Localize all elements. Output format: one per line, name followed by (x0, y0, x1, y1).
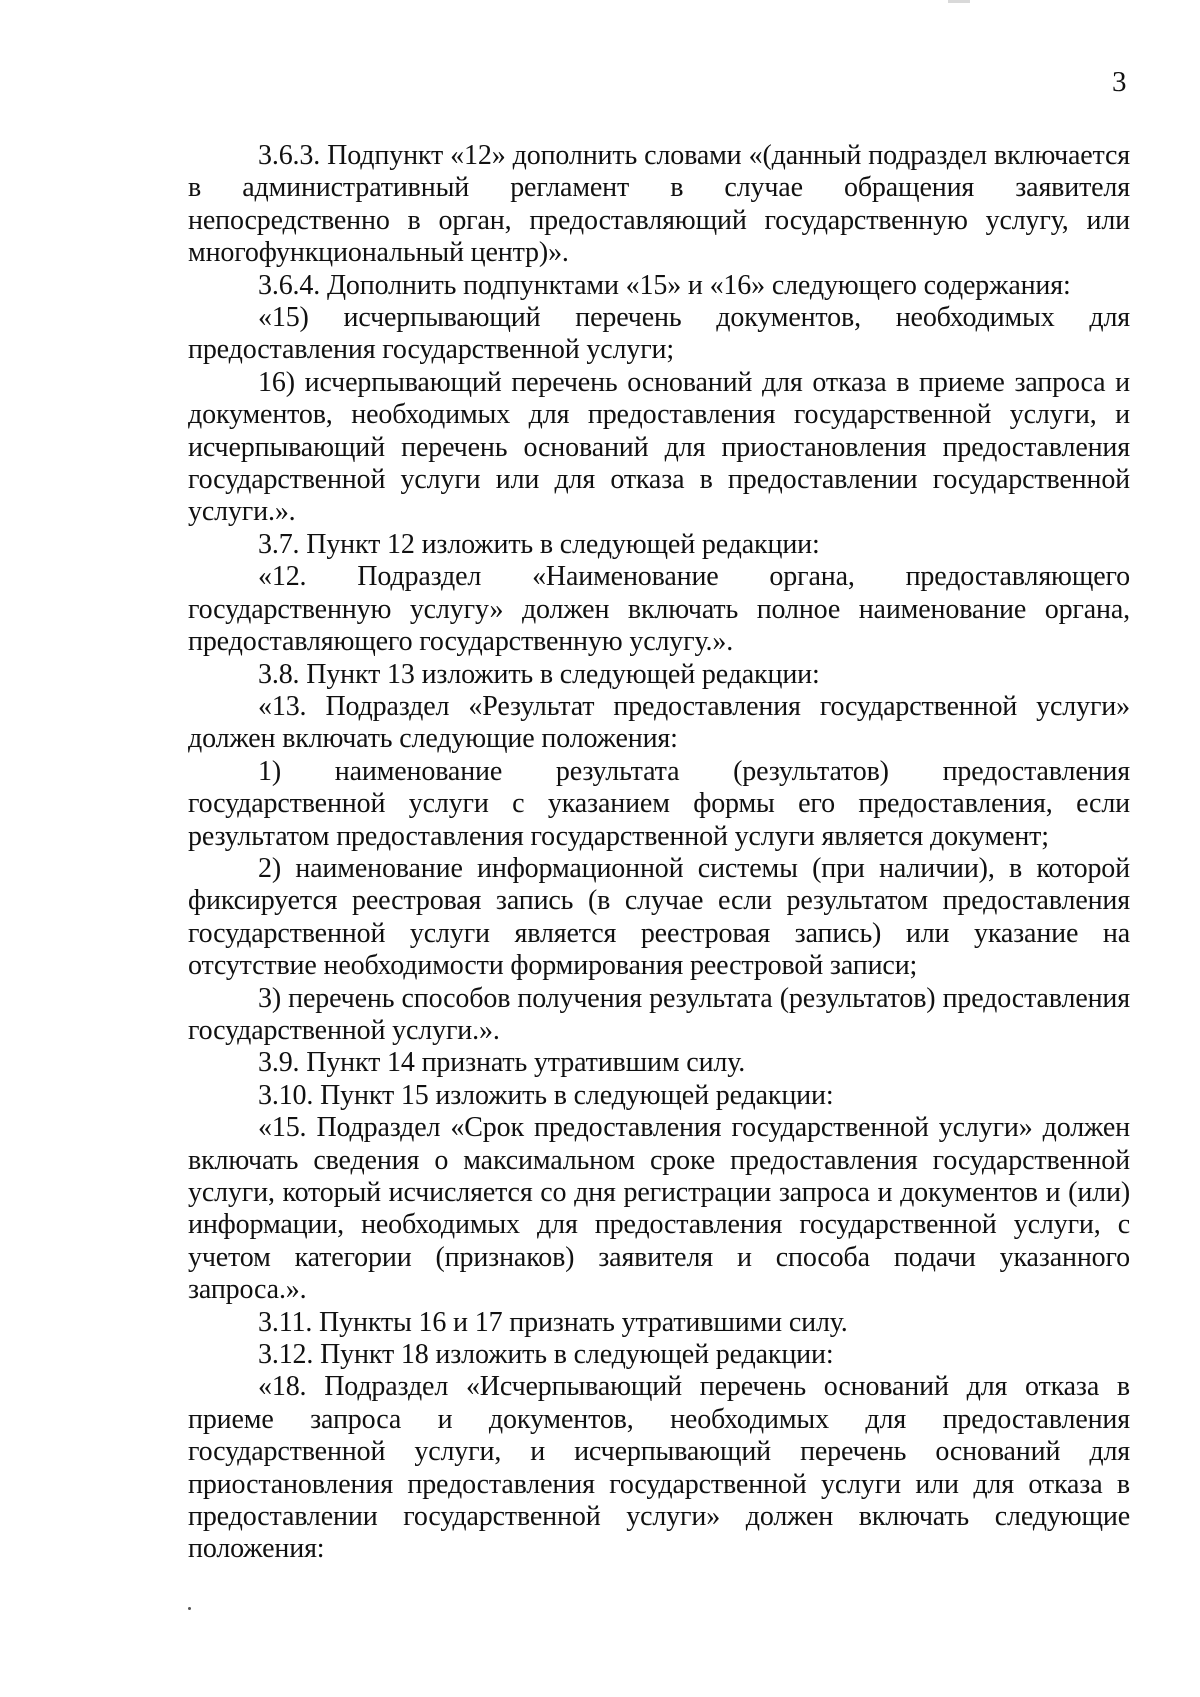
paragraph-item-18: «18. Подраздел «Исчерпывающий перечень оснований для отказа в приеме запроса и документов, необходимых для предоставления государственной услуги, и исчерпывающий перечень оснований для приостановления предоставления государственной услуги или для отказа в предоставлении государственной услуги» должен включать следующие положения: (188, 1371, 1130, 1565)
paragraph-3-6-4: 3.6.4. Дополнить подпунктами «15» и «16» следующего содержания: (258, 269, 1071, 301)
scan-artifact-dot (188, 1607, 191, 1610)
paragraph-subitem-16: 16) исчерпывающий перечень оснований для отказа в приеме запроса и документов, необходимых для предоставления государственной услуги, и исчерпывающий перечень оснований для приостановления предоставления государственной услуги или для отказа в предоставлении государственной услуги.». (188, 366, 1130, 528)
paragraph-3-7: 3.7. Пункт 12 изложить в следующей редакции: (258, 528, 820, 560)
document-body (188, 140, 1130, 1566)
paragraph-item-13-1: 1) наименование результата (результатов) предоставления государственной услуги с указанием формы его предоставления, если результатом предоставления государственной услуги является документ; (188, 755, 1130, 852)
paragraph-subitem-15: «15) исчерпывающий перечень документов, необходимых для предоставления государственной услуги; (188, 302, 1130, 366)
page-number: 3 (1112, 66, 1127, 98)
paragraph-item-13-3: 3) перечень способов получения результата (результатов) предоставления государственной услуги.». (188, 982, 1130, 1046)
paragraph-3-10: 3.10. Пункт 15 изложить в следующей редакции: (258, 1079, 834, 1111)
paragraph-3-12: 3.12. Пункт 18 изложить в следующей редакции: (258, 1339, 834, 1371)
paragraph-3-8: 3.8. Пункт 13 изложить в следующей редакции: (258, 658, 820, 690)
paragraph-item-15: «15. Подраздел «Срок предоставления государственной услуги» должен включать сведения о максимальном сроке предоставления государственной услуги, который исчисляется со дня регистрации запроса и документов и (или) информации, необходимых для предоставления государственной услуги, с учетом категории (признаков) заявителя и способа подачи указанного запроса.». (188, 1112, 1130, 1306)
paragraph-3-11: 3.11. Пункты 16 и 17 признать утратившими силу. (258, 1306, 848, 1338)
paragraph-3-6-3: 3.6.3. Подпункт «12» дополнить словами «(данный подраздел включается в административный регламент в случае обращения заявителя непосредственно в орган, предоставляющий государственную услугу, или многофункциональный центр)». (188, 140, 1130, 269)
paragraph-item-13-2: 2) наименование информационной системы (при наличии), в которой фиксируется реестровая запись (в случае если результатом предоставления государственной услуги является реестровая запись) или указание на отсутствие необходимости формирования реестровой записи; (188, 852, 1130, 982)
scan-artifact-top (948, 0, 970, 3)
paragraph-3-9: 3.9. Пункт 14 признать утратившим силу. (258, 1047, 746, 1079)
paragraph-item-13: «13. Подраздел «Результат предоставления государственной услуги» должен включать следующие положения: (188, 690, 1130, 755)
paragraph-item-12: «12. Подраздел «Наименование органа, предоставляющего государственную услугу» должен включать полное наименование органа, предоставляющего государственную услугу.». (188, 561, 1130, 658)
